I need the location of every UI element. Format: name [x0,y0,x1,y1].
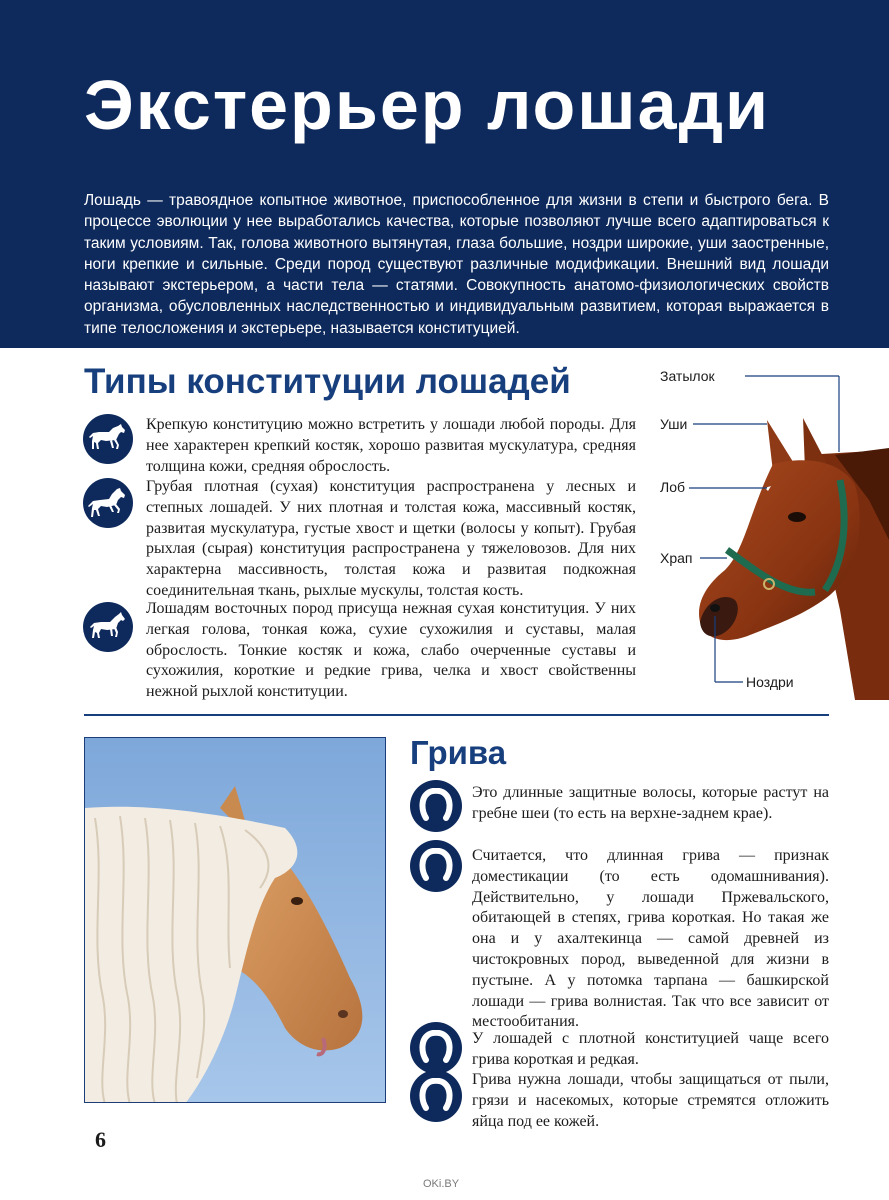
mane-paragraph-3: У лошадей с плотной конституцией чаще всего грива короткая и редкая. [472,1030,829,1068]
page-number: 6 [95,1127,106,1152]
types-paragraph-2: Грубая плотная (сухая) конституция распространена у лесных и степных лошадей. У них плотная и толстая кожа, массивный костяк, развитая мускулатура, густые хвост и щетки (волосы у копыт). Грубая рыхлая (сырая) конституция распространена у тяжеловозов. Для них характерна массивность, толстая кожа и развитая подкожная соединительная ткань, рыхлые мускулы, толстая кость. [146,478,636,599]
horseshoe-icon [410,780,462,832]
types-heading: Типы конституции лошадей [84,362,571,401]
horse-head-illustration [655,360,889,700]
mane-heading: Грива [410,734,507,771]
label-muzzle: Храп [660,550,693,566]
mane-paragraph-4: Грива нужна лошади, чтобы защищаться от пыли, грязи и насекомых, которые стремятся отложить яйца под ее кожей. [472,1071,829,1130]
types-paragraph-3: Лошадям восточных пород присуща нежная сухая конституция. У них легкая голова, тонкая кожа, сухие сухожилия и суставы, малая оброслость. Тонкие костяк и кожа, слабо очерченные суставы и сухожилия, короткие и редкие грива, челка и хвост свойственны нежной рыхлой конституции. [146,600,636,701]
horse-silhouette-icon [83,602,133,652]
label-nostrils: Ноздри [746,674,794,690]
mane-photo [84,737,386,1103]
header-banner [0,0,889,348]
page-title: Экстерьер лошади [84,66,771,144]
section-divider [84,714,829,716]
intro-paragraph: Лошадь — травоядное копытное животное, приспособленное для жизни в степи и быстрого бега. В процессе эволюции у нее выработались качества, которые позволяют лучше всего адаптироваться к таким условиям. Так, голова животного вытянутая, глаза большие, ноздри широкие, уши заостренные, ноги крепкие и сильные. Среди пород существуют различные модификации. Внешний вид лошади называют экстерьером, а части тела — статями. Совокупность анатомо-физиологических свойств организма, обусловленных наследственностью и индивидуальным развитием, которая выражается в типе телосложения и экстерьере, называется конституцией. [84,192,829,337]
label-forehead: Лоб [660,479,685,495]
label-ears: Уши [660,416,688,432]
types-paragraph-1: Крепкую конституцию можно встретить у лошади любой породы. Для нее характерен крепкий костяк, хорошо развитая мускулатура, средняя толщина кожи, средняя оброслость. [146,416,636,475]
horse-silhouette-icon [83,478,133,528]
mane-paragraph-1: Это длинные защитные волосы, которые растут на гребне шеи (то есть на верхне-заднем крае). [472,784,829,822]
label-nape: Затылок [660,368,715,384]
horseshoe-icon [410,1022,462,1074]
watermark: OKi.BY [423,1178,460,1190]
horseshoe-icon [410,1070,462,1122]
mane-paragraph-2: Считается, что длинная грива — признак доместикации (то есть одомашнивания). Действительно, у лошади Пржевальского, обитающей в степях, грива короткая. Но такая же она и у ахалтекинца — самой древней из чистокровных пород, выведенной для жизни в пустыне. А у потомка тарпана — башкирской лошади — грива волнистая. Так что все зависит от местообитания. [472,847,829,1031]
horse-silhouette-icon [83,414,133,464]
horseshoe-icon [410,840,462,892]
